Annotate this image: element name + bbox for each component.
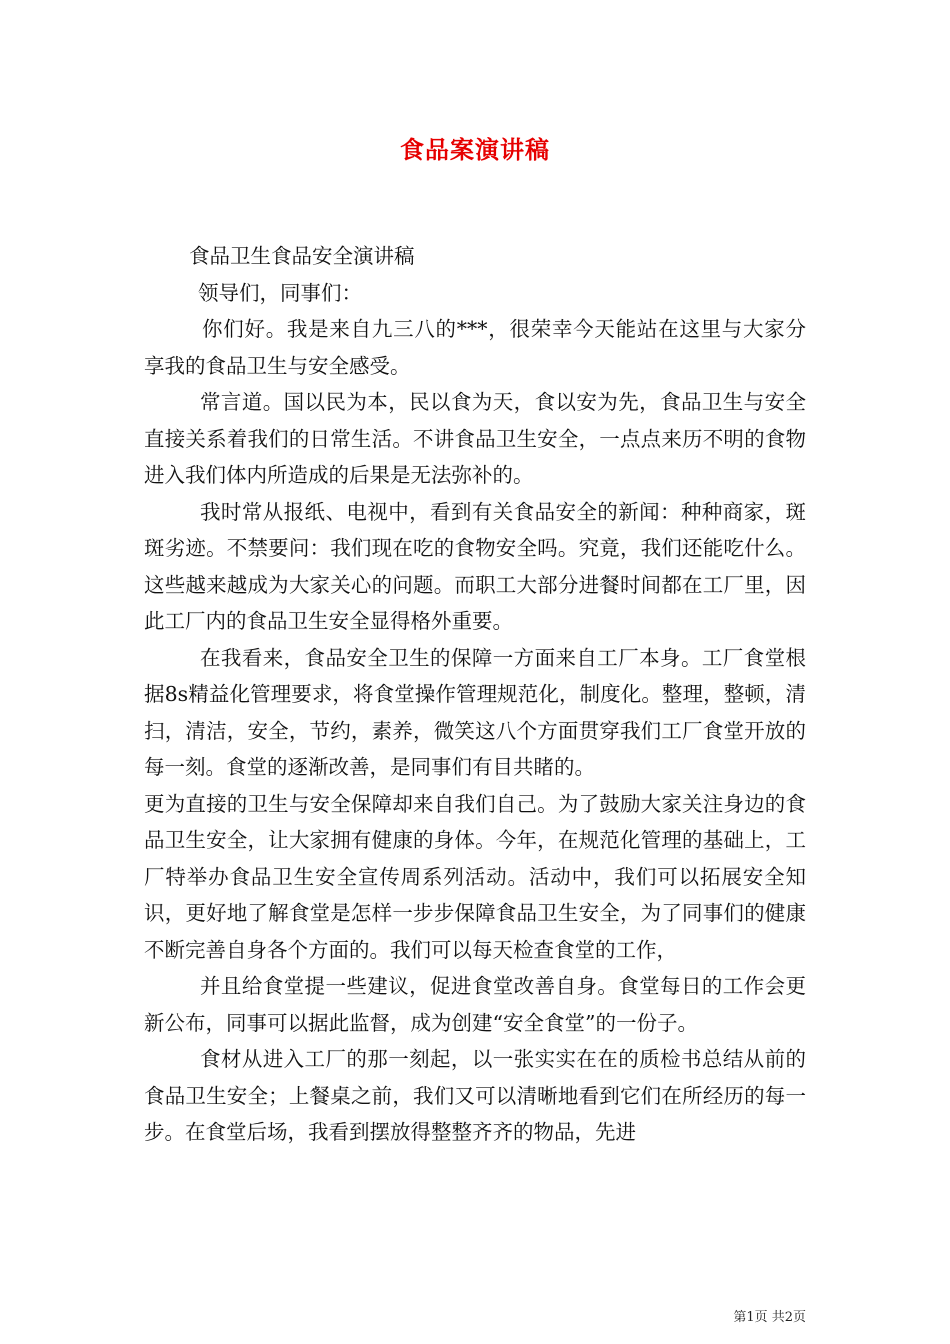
paragraph: 你们好。我是来自九三八的***，很荣幸今天能站在这里与大家分享我的食品卫生与安全感受。 [144,317,806,378]
document-subtitle: 食品卫生食品安全演讲稿 [189,244,415,268]
paragraph: 常言道。国以民为本，民以食为天，食以安为先，食品卫生与安全直接关系着我们的日常生活。不讲食品卫生安全，一点点来历不明的食物进入我们体内所造成的后果是无法弥补的。 [144,390,806,487]
paragraph: 并且给食堂提一些建议，促进食堂改善自身。食堂每日的工作会更新公布，同事可以据此监督，成为创建“安全食堂”的一份子。 [144,974,806,1035]
page-number: 第1页 共2页 [733,1310,806,1325]
paragraph: 我时常从报纸、电视中，看到有关食品安全的新闻：种种商家，斑斑劣迹。不禁要问：我们现在吃的食物安全吗。究竟，我们还能吃什么。这些越来越成为大家关心的问题。而职工大部分进餐时间都在工厂里，因此工厂内的食品卫生安全显得格外重要。 [144,499,806,633]
paragraph: 更为直接的卫生与安全保障却来自我们自己。为了鼓励大家关注身边的食品卫生安全，让大家拥有健康的身体。今年，在规范化管理的基础上，工厂特举办食品卫生安全宣传周系列活动。活动中，我们可以拓展安全知识，更好地了解食堂是怎样一步步保障食品卫生安全，为了同事们的健康不断完善自身各个方面的。我们可以每天检查食堂的工作， [144,791,806,962]
salutation: 领导们，同事们： [198,280,362,305]
page-title: 食品案演讲稿 [400,135,550,164]
document-body [144,238,806,1151]
paragraph: 食材从进入工厂的那一刻起，以一张实实在在的质检书总结从前的食品卫生安全；上餐桌之前，我们又可以清晰地看到它们在所经历的每一步。在食堂后场，我看到摆放得整整齐齐的物品，先进 [144,1047,806,1144]
paragraph: 在我看来，食品安全卫生的保障一方面来自工厂本身。工厂食堂根据8s精益化管理要求，将食堂操作管理规范化，制度化。整理，整顿，清扫，清洁，安全，节约，素养，微笑这八个方面贯穿我们工厂食堂开放的每一刻。食堂的逐渐改善，是同事们有目共睹的。 [144,645,806,779]
